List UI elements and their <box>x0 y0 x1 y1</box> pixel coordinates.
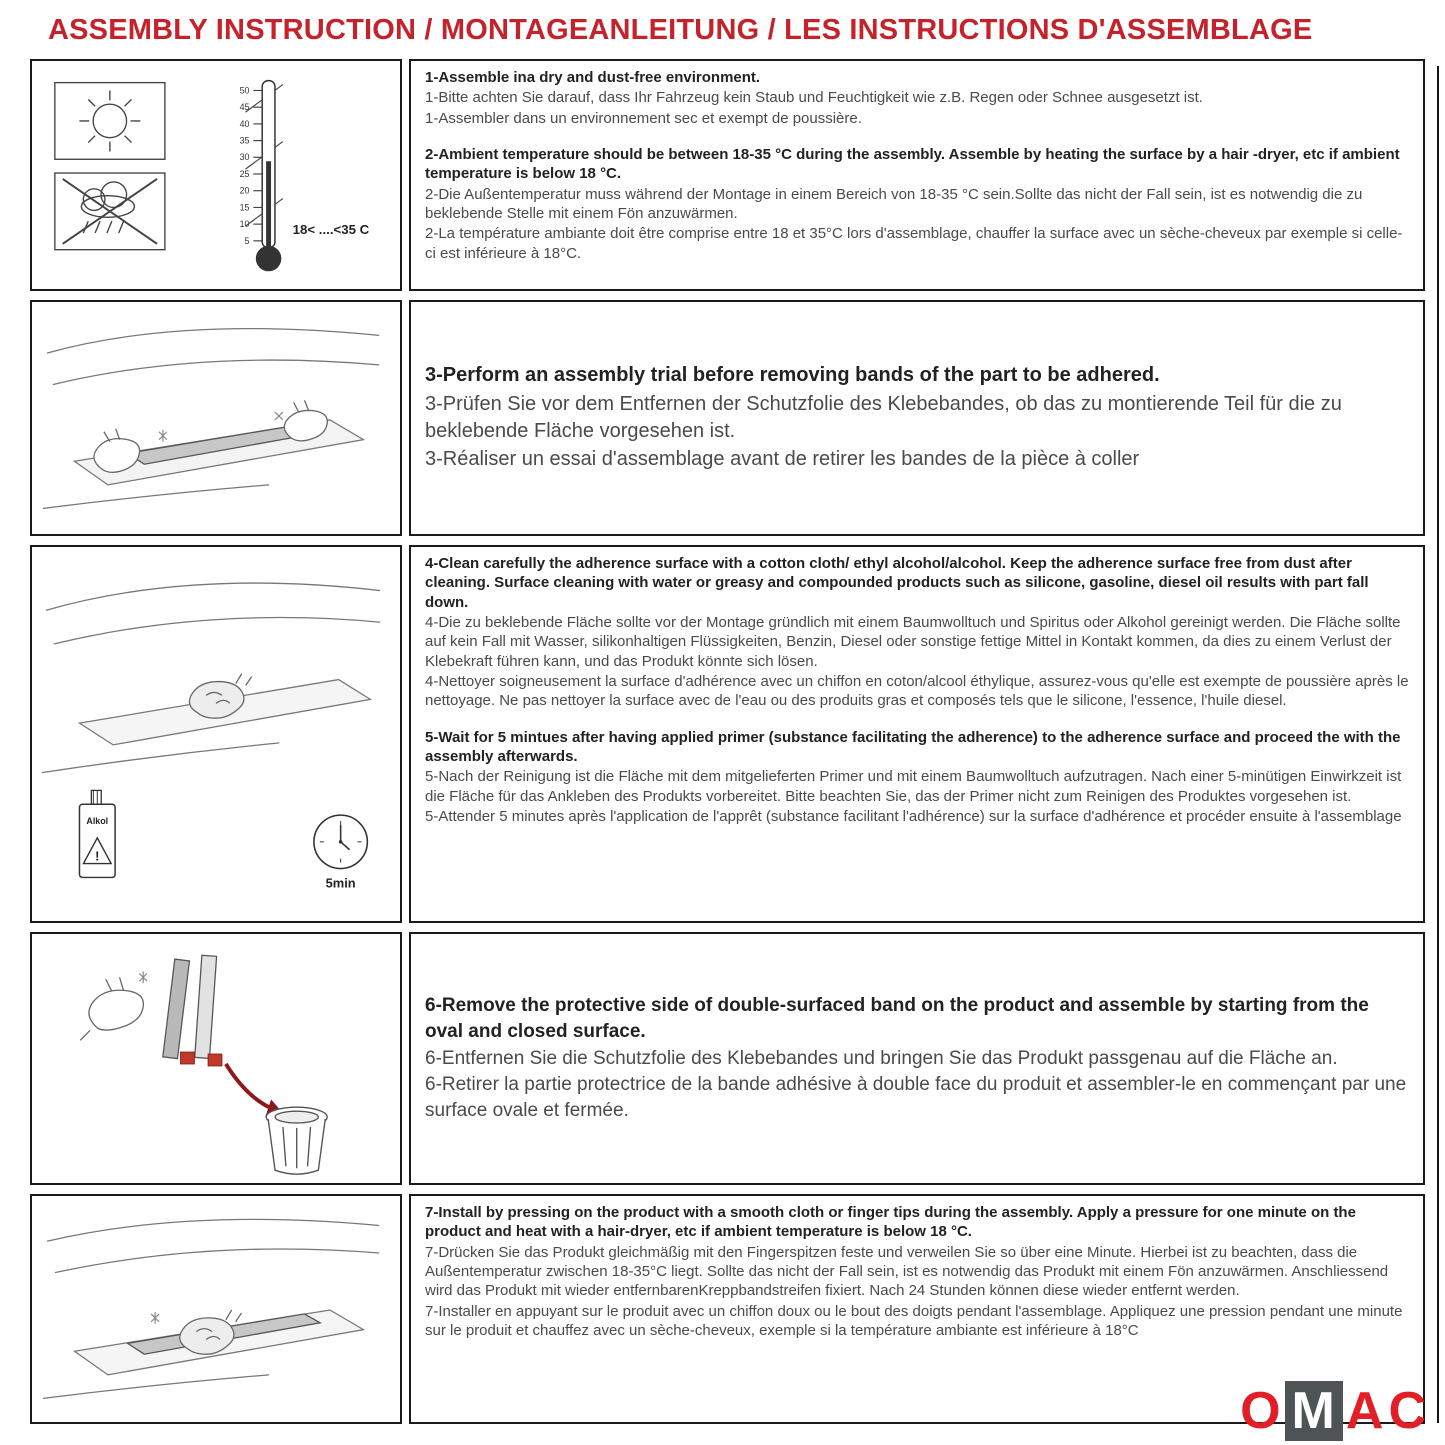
band-removal-drawing <box>32 934 400 1183</box>
instruction-text-cleaning <box>409 545 1425 923</box>
step-1-de: 1-Bitte achten Sie darauf, dass Ihr Fahrzeug kein Staub und Feuchtigkeit wie z.B. Regen oder Schnee ausgesetzt ist. <box>425 89 1203 107</box>
step-6-fr: 6-Retirer la partie protectrice de la bande adhésive à double face du produit et assembler-le en commençant par une surface ovale et fermée. <box>425 1074 1407 1121</box>
step-5-de: 5-Nach der Reinigung ist die Fläche mit dem mitgelieferten Primer und mit einem Baumwolltuch aufzutragen. Nach einer 5-minütigen Einwirkzeit ist die Fläche für das Ankleben des Produkts vorbereitet. Bitte beachten Sie, das der Primer nicht zum Reinigen des Produktes vorgesehen ist. <box>425 768 1402 805</box>
arrow-icon <box>226 1064 283 1117</box>
logo-letter-o: O <box>1240 1382 1282 1440</box>
spacer <box>425 712 1409 727</box>
instruction-text-trial <box>409 300 1425 536</box>
step-3-de: 3-Prüfen Sie vor dem Entfernen der Schutzfolie des Klebebandes, ob das zu montierende Teil für die zu beklebende Fläche vorgesehen ist. <box>425 392 1342 442</box>
omac-logo <box>1238 1381 1429 1441</box>
thermometer-icon <box>240 81 370 272</box>
svg-text:15: 15 <box>239 202 250 213</box>
step-7-fr: 7-Installer en appuyant sur le produit avec un chiffon doux ou le bout des doigts pendant l'assemblage. Appliquez une pression pendant une minute sur le produit et chauffez avec un sèche-cheveux, exemple si la température ambiante est inférieure à 18°C <box>425 1302 1403 1340</box>
adhesive-strips-icon <box>163 955 222 1066</box>
door-sill-trial-drawing <box>32 302 400 534</box>
logo-letter-a: A <box>1345 1382 1385 1440</box>
svg-text:25: 25 <box>239 168 250 179</box>
svg-text:20: 20 <box>239 185 250 196</box>
pressing-drawing <box>32 1196 400 1422</box>
trial-illustration <box>30 300 402 536</box>
instruction-row-environment <box>30 59 1425 291</box>
step-2-fr: 2-La température ambiante doit être comprise entre 18 et 35°C lors d'assemblage, chauffer la surface avec un sèche-cheveux par exemple si celle-ci est inférieure à 18°C. <box>425 225 1403 262</box>
step-1-en: 1-Assemble ina dry and dust-free environment. <box>425 69 761 86</box>
svg-text:10: 10 <box>239 219 250 230</box>
alcohol-label: Alkol <box>86 816 109 827</box>
environment-temperature-drawing <box>32 61 400 289</box>
alcohol-bottle-icon <box>79 790 115 877</box>
step-7-de: 7-Drücken Sie das Produkt gleichmäßig mit den Fingerspitzen feste und verweilen Sie so über eine Minute. Hierbei ist zu beachten, dass die Außentemperatur zwischen 18-35°C liegt. Sollte das nicht der Fall sein, ist es notwendig das Produkt mit einem Fön anzuwärmen. Anschliessend wird das Produkt mit wieder entfernbarenKreppbandstreifen fixiert. Nach 24 Stunden können diese wieder entfernt werden. <box>425 1243 1389 1300</box>
instruction-row-trial <box>30 300 1425 536</box>
cleaning-drawing <box>32 547 400 921</box>
step-3-fr: 3-Réaliser un essai d'assemblage avant de retirer les bandes de la pièce à coller <box>425 448 1140 471</box>
instruction-row-band <box>30 932 1425 1185</box>
step-2-en: 2-Ambient temperature should be between 18-35 °C during the assembly. Assemble by heating the surface by a hair -dryer, etc if ambient temperature is below 18 °C. <box>425 146 1400 183</box>
temperature-range-label: 18< ....<35 C <box>292 221 370 237</box>
svg-text:!: ! <box>95 848 100 864</box>
instruction-text-environment <box>409 59 1425 291</box>
right-hand-icon <box>284 400 327 441</box>
instruction-row-cleaning <box>30 545 1425 923</box>
no-rain-icon <box>55 173 165 250</box>
svg-text:50: 50 <box>239 85 250 96</box>
environment-illustration <box>30 59 402 291</box>
svg-text:5: 5 <box>244 235 250 246</box>
svg-text:30: 30 <box>239 152 250 163</box>
step-7-en: 7-Install by pressing on the product with a smooth cloth or finger tips during the assembly. Apply a pressure for one minute on the product and heat with a hair-dryer, etc if ambient temperature is below 18 °C. <box>425 1204 1356 1241</box>
hand-icon <box>80 977 143 1040</box>
step-5-en: 5-Wait for 5 mintues after having applied primer (substance facilitating the adherence) to the adherence surface and proceed the with the assembly afterwards. <box>425 728 1401 766</box>
five-min-label: 5min <box>325 875 356 891</box>
step-4-en: 4-Clean carefully the adherence surface with a cotton cloth/ ethyl alcohol/alcohol. Keep the adherence surface free from dust after cleaning. Surface cleaning with water or greasy and compounded products such as silicone, gasoline, diesel oil results with part fall down. <box>425 555 1369 611</box>
step-3-en: 3-Perform an assembly trial before removing bands of the part to be adhered. <box>425 364 1160 387</box>
step-5-fr: 5-Attender 5 minutes après l'application de l'apprêt (substance facilitant l'adhérence) sur la surface d'adhérence et procéder ensuite à l'assemblage <box>425 808 1402 826</box>
instruction-text-band <box>409 932 1425 1185</box>
svg-text:40: 40 <box>239 118 250 129</box>
svg-text:45: 45 <box>239 102 250 113</box>
page-right-rule <box>1437 66 1439 1423</box>
page-title: ASSEMBLY INSTRUCTION / MONTAGEANLEITUNG / LES INSTRUCTIONS D'ASSEMBLAGE <box>48 14 1313 46</box>
step-1-fr: 1-Assembler dans un environnement sec et exempt de poussière. <box>425 109 862 127</box>
step-2-de: 2-Die Außentemperatur muss während der Montage in einem Bereich von 18-35 °C sein.Sollte das nicht der Fall sein, ist es notwendig die zu beklebende Stelle mit einem Fön anzuwärmen. <box>425 185 1363 223</box>
band-removal-illustration <box>30 932 402 1185</box>
spacer <box>425 129 1409 144</box>
step-6-en: 6-Remove the protective side of double-surfaced band on the product and assemble by starting from the oval and closed surface. <box>425 995 1369 1043</box>
step-6-de: 6-Entfernen Sie die Schutzfolie des Klebebandes und bringen Sie das Produkt passgenau auf die Fläche an. <box>425 1047 1338 1069</box>
step-4-fr: 4-Nettoyer soigneusement la surface d'adhérence avec un chiffon en coton/alcool éthylique, assurez-vous qu'elle est exempte de poussière après le nettoyage. Ne pas nettoyer la surface avec de l'eau ou des produits gras et composés tels que le silicone, l'essence, l'huile diesel. <box>425 673 1409 710</box>
logo-letter-m: M <box>1285 1381 1343 1441</box>
step-4-de: 4-Die zu beklebende Fläche sollte vor der Montage gründlich mit einem Baumwolltuch und Spiritus oder Alkohol gereinigt werden. Die Fläche sollte auf kein Fall mit Wasser, silikonhaltigen Flüssigkeiten, Benzin, Diesel oder sonstige fettige Mittel in Kontakt kommen, da dies zu einem Verlust der Klebekraft führen kann, und das Produkt könnte sich lösen. <box>425 614 1401 670</box>
logo-letter-c: C <box>1388 1382 1427 1440</box>
left-hand-icon <box>94 429 140 473</box>
svg-text:35: 35 <box>239 135 250 146</box>
pressing-illustration <box>30 1194 402 1424</box>
trash-bin-icon <box>266 1107 327 1174</box>
cleaning-illustration <box>30 545 402 923</box>
sun-icon <box>55 83 165 160</box>
instruction-row-press <box>30 1194 1425 1424</box>
sparkle-icon <box>151 1312 159 1324</box>
clock-icon <box>314 815 367 890</box>
sparkle-icon <box>139 971 147 983</box>
